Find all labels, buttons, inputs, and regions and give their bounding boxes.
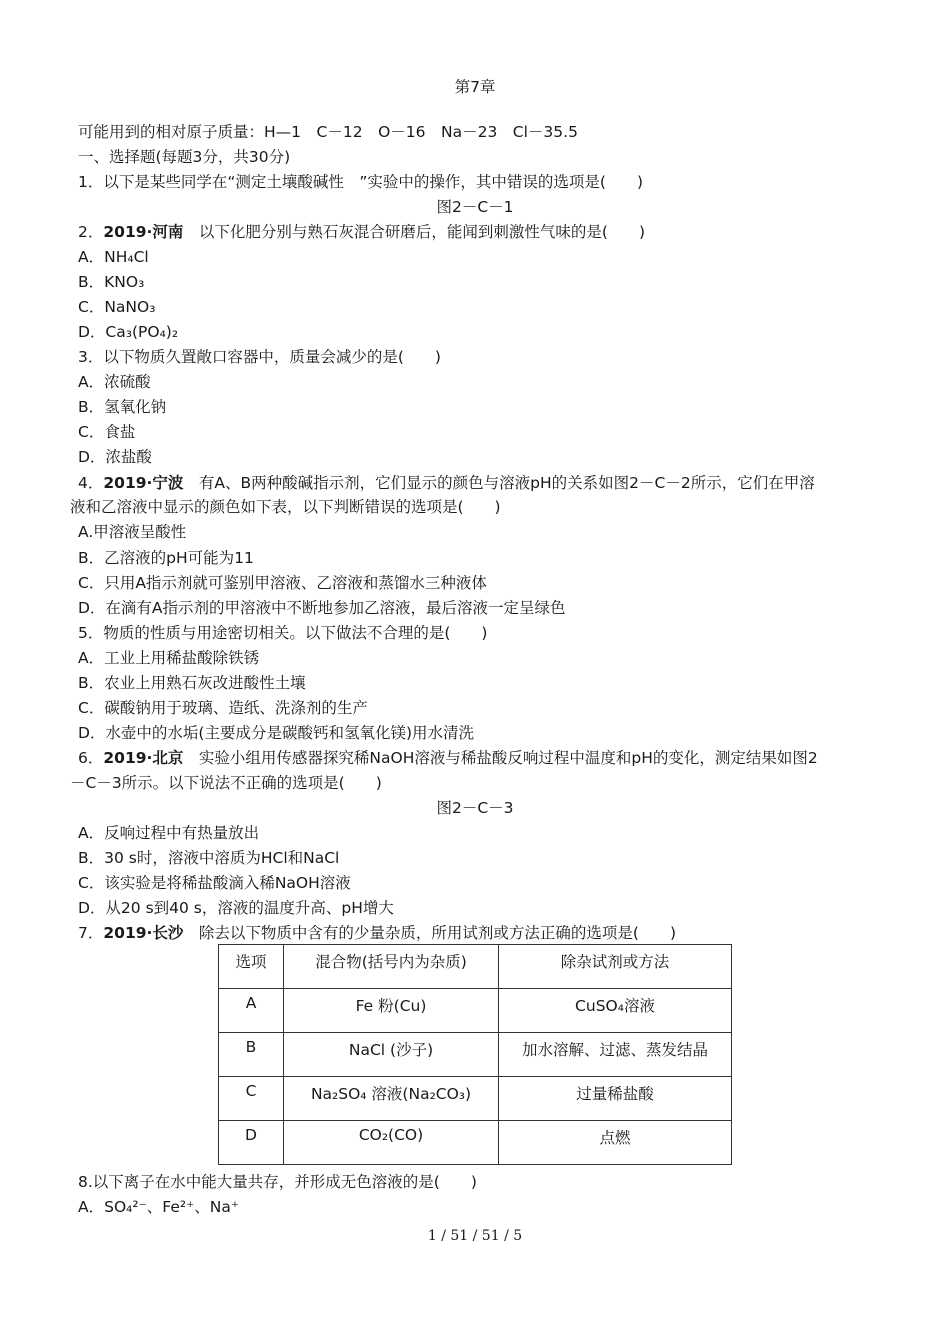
- table-header-row: [219, 945, 732, 989]
- table-row: [219, 1077, 732, 1121]
- chapter-title: 第7章: [454, 78, 496, 96]
- question-2-stem: 2．2019·河南 以下化肥分别与熟石灰混合研磨后，能闻到刺激性气味的是( ): [78, 223, 646, 241]
- question-source: 2019·河南: [103, 223, 184, 241]
- option-5b: B．农业上用熟石灰改进酸性土壤: [78, 674, 306, 692]
- table-cell: B: [219, 1033, 284, 1077]
- atomic-masses: 可能用到的相对原子质量：H—1 C－12 O－16 Na－23 Cl－35.5: [78, 123, 578, 141]
- option-8a: A．SO₄²⁻、Fe²⁺、Na⁺: [78, 1198, 240, 1216]
- option-6d: D．从20 s到40 s，溶液的温度升高、pH增大: [78, 899, 394, 917]
- table-row: [219, 1121, 732, 1165]
- table-header-cell: 选项: [219, 945, 284, 989]
- section-heading: 一、选择题(每题3分，共30分): [78, 148, 291, 166]
- question-source: 2019·北京: [103, 749, 184, 767]
- figure-caption-2-c-3: 图2－C－3: [436, 799, 514, 817]
- option-3a: A．浓硫酸: [78, 373, 151, 391]
- option-6a: A．反响过程中有热量放出: [78, 824, 260, 842]
- option-2c: C．NaNO₃: [78, 298, 156, 316]
- question-1-stem: 1．以下是某些同学在“测定土壤酸碱性 ”实验中的操作，其中错误的选项是( ): [78, 173, 644, 191]
- table-cell: CuSO₄溶液: [499, 989, 732, 1033]
- option-4d: D．在滴有A指示剂的甲溶液中不断地参加乙溶液，最后溶液一定呈绿色: [78, 599, 566, 617]
- question-source: 2019·长沙: [103, 924, 184, 942]
- question-source: 2019·宁波: [103, 474, 184, 492]
- option-6c: C．该实验是将稀盐酸滴入稀NaOH溶液: [78, 874, 351, 892]
- option-2b: B．KNO₃: [78, 273, 145, 291]
- question-4-stem-cont: 液和乙溶液中显示的颜色如下表，以下判断错误的选项是( ): [70, 498, 501, 516]
- option-5d: D．水壶中的水垢(主要成分是碳酸钙和氢氧化镁)用水清洗: [78, 724, 475, 742]
- option-3b: B．氢氧化钠: [78, 398, 167, 416]
- option-4c: C．只用A指示剂就可鉴别甲溶液、乙溶液和蒸馏水三种液体: [78, 574, 487, 592]
- table-cell: 过量稀盐酸: [499, 1077, 732, 1121]
- table-row: [219, 989, 732, 1033]
- option-5a: A．工业上用稀盐酸除铁锈: [78, 649, 260, 667]
- impurity-removal-table: [218, 944, 732, 1165]
- table-cell: D: [219, 1121, 284, 1165]
- question-8-stem: 8.以下离子在水中能大量共存，并形成无色溶液的是( ): [78, 1173, 477, 1191]
- question-7-stem: 7．2019·长沙 除去以下物质中含有的少量杂质，所用试剂或方法正确的选项是( ): [78, 924, 677, 942]
- table-cell: NaCl (沙子): [284, 1033, 499, 1077]
- question-6-stem: 6．2019·北京 实验小组用传感器探究稀NaOH溶液与稀盐酸反响过程中温度和pH的变化，测定结果如图2: [78, 749, 818, 767]
- table-cell: Fe 粉(Cu): [284, 989, 499, 1033]
- question-5-stem: 5．物质的性质与用途密切相关。以下做法不合理的是( ): [78, 624, 488, 642]
- table-header-cell: 混合物(括号内为杂质): [284, 945, 499, 989]
- question-4-stem: 4．2019·宁波 有A、B两种酸碱指示剂，它们显示的颜色与溶液pH的关系如图2－C－2所示，它们在甲溶: [78, 474, 815, 492]
- table-cell: 点燃: [499, 1121, 732, 1165]
- table-cell: CO₂(CO): [284, 1121, 499, 1165]
- table-row: [219, 1033, 732, 1077]
- page-number: 1 / 51 / 51 / 5: [427, 1228, 523, 1244]
- question-6-stem-cont: －C－3所示。以下说法不正确的选项是( ): [70, 774, 382, 792]
- option-4b: B．乙溶液的pH可能为11: [78, 549, 254, 567]
- figure-caption-2-c-1: 图2－C－1: [436, 198, 514, 216]
- table-header-cell: 除杂试剂或方法: [499, 945, 732, 989]
- table-cell: A: [219, 989, 284, 1033]
- option-4a: A.甲溶液呈酸性: [78, 523, 187, 541]
- table-cell: 加水溶解、过滤、蒸发结晶: [499, 1033, 732, 1077]
- option-2a: A．NH₄Cl: [78, 248, 149, 266]
- question-3-stem: 3．以下物质久置敞口容器中，质量会减少的是( ): [78, 348, 441, 366]
- option-6b: B．30 s时，溶液中溶质为HCl和NaCl: [78, 849, 340, 867]
- option-3c: C．食盐: [78, 423, 136, 441]
- option-5c: C．碳酸钠用于玻璃、造纸、洗涤剂的生产: [78, 699, 368, 717]
- option-3d: D．浓盐酸: [78, 448, 152, 466]
- option-2d: D．Ca₃(PO₄)₂: [78, 323, 179, 341]
- table-cell: C: [219, 1077, 284, 1121]
- table-cell: Na₂SO₄ 溶液(Na₂CO₃): [284, 1077, 499, 1121]
